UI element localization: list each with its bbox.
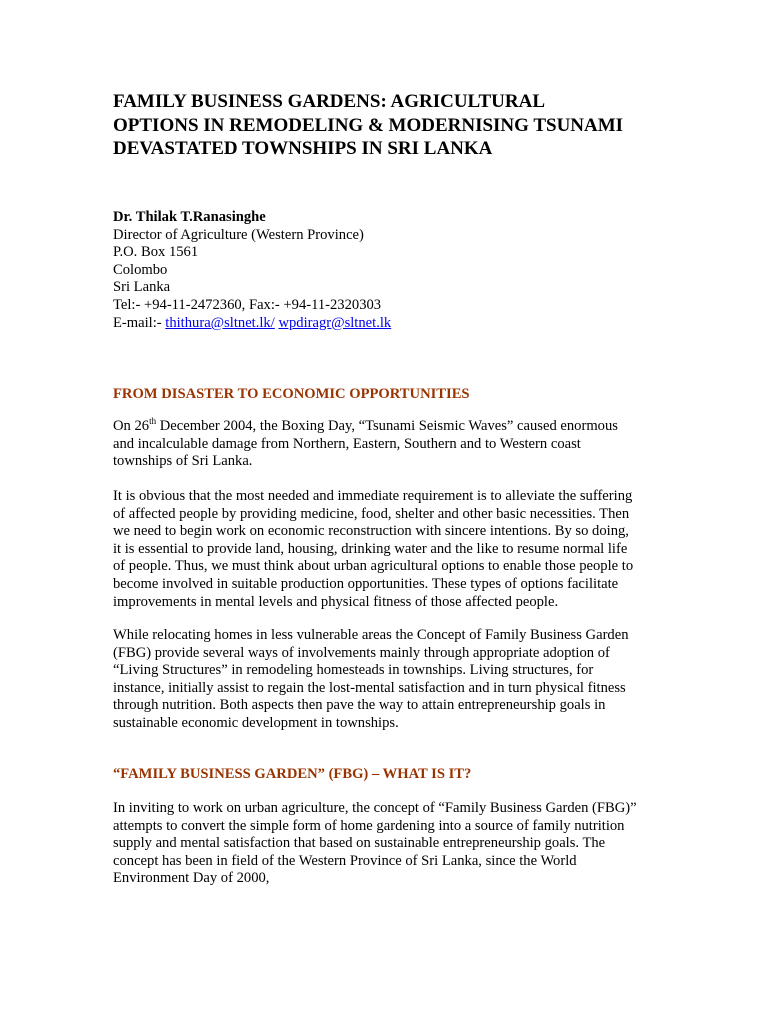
paragraph-line: In inviting to work on urban agriculture, the concept of “Family Business Garden (FBG)” <box>113 800 637 816</box>
paragraph-line: we need to begin work on economic reconstruction with sincere intentions. By so doing, <box>113 523 629 540</box>
paragraph-line: supply and mental satisfaction that based on sustainable entrepreneurship goals. The <box>113 835 606 852</box>
paragraph-line: Environment Day of 2000, <box>113 870 270 887</box>
author-position: Director of Agriculture (Western Province) <box>113 226 364 243</box>
author-email-line <box>113 315 658 333</box>
paragraph-line: through nutrition. Both aspects then pave the way to attain entrepreneurship goals in <box>113 697 606 714</box>
section-heading-disaster: FROM DISASTER TO ECONOMIC OPPORTUNITIES <box>113 386 470 402</box>
email-link-thithura[interactable]: thithura@sltnet.lk/ <box>165 314 275 331</box>
paragraph-immediate-requirement <box>113 488 658 611</box>
email-link-wpdiragr[interactable]: wpdiragr@sltnet.lk <box>278 314 392 331</box>
paragraph-line: attempts to convert the simple form of home gardening into a source of family nutrition <box>113 817 625 834</box>
paragraph-line: While relocating homes in less vulnerable areas the Concept of Family Business Garden <box>113 627 629 643</box>
section-heading-fbg-what-is-it: “FAMILY BUSINESS GARDEN” (FBG) – WHAT IS IT? <box>113 766 472 782</box>
paragraph-line-text: December 2004, the Boxing Day, “Tsunami Seismic Waves” caused enormous <box>156 418 618 434</box>
date-day-text: On 26 <box>113 418 150 434</box>
paragraph-line: (FBG) provide several ways of involvements mainly through appropriate adoption of <box>113 644 610 661</box>
title-line: OPTIONS IN REMODELING & MODERNISING TSUNAMI <box>113 114 624 136</box>
email-label: E-mail:- <box>113 314 166 331</box>
paragraph-relocating-homes <box>113 627 658 733</box>
paragraph-boxing-day <box>113 418 658 471</box>
author-country: Sri Lanka <box>113 279 171 296</box>
paragraph-line: “Living Structures” in remodeling homesteads in townships. Living structures, for <box>113 662 594 679</box>
paragraph-line: it is essential to provide land, housing, drinking water and the like to resume normal life <box>113 540 628 557</box>
paragraph-line: improvements in mental levels and physical fitness of those affected people. <box>113 593 559 610</box>
date-ordinal-superscript: th <box>149 416 157 427</box>
author-city: Colombo <box>113 261 168 278</box>
paragraph-line: It is obvious that the most needed and immediate requirement is to alleviate the suffering <box>113 488 633 504</box>
paragraph-line: instance, initially assist to regain the lost-mental satisfaction and in turn physical fitness <box>113 679 626 696</box>
paragraph-line: become involved in suitable production opportunities. These types of options facilitate <box>113 575 619 592</box>
paragraph-line: and incalculable damage from Northern, Eastern, Southern and to Western coast <box>113 435 581 452</box>
author-po-box: P.O. Box 1561 <box>113 244 199 261</box>
author-phone-fax: Tel:- +94-11-2472360, Fax:- +94-11-2320303 <box>113 296 382 313</box>
paragraph-line: of people. Thus, we must think about urban agricultural options to enable those people to <box>113 558 634 575</box>
paragraph-line: sustainable economic development in townships. <box>113 714 399 731</box>
paragraph-line: of affected people by providing medicine, food, shelter and other basic necessities. Then <box>113 505 630 522</box>
paragraph-urban-agriculture <box>113 800 658 888</box>
paragraph-line <box>113 418 658 436</box>
title-line: FAMILY BUSINESS GARDENS: AGRICULTURAL <box>113 91 545 112</box>
paragraph-line: townships of Sri Lanka. <box>113 453 253 470</box>
author-contact-block <box>113 209 658 332</box>
paragraph-line: concept has been in field of the Western Province of Sri Lanka, since the World <box>113 852 577 869</box>
document-title <box>113 90 673 161</box>
title-line: DEVASTATED TOWNSHIPS IN SRI LANKA <box>113 138 493 159</box>
author-name: Dr. Thilak T.Ranasinghe <box>113 209 266 225</box>
